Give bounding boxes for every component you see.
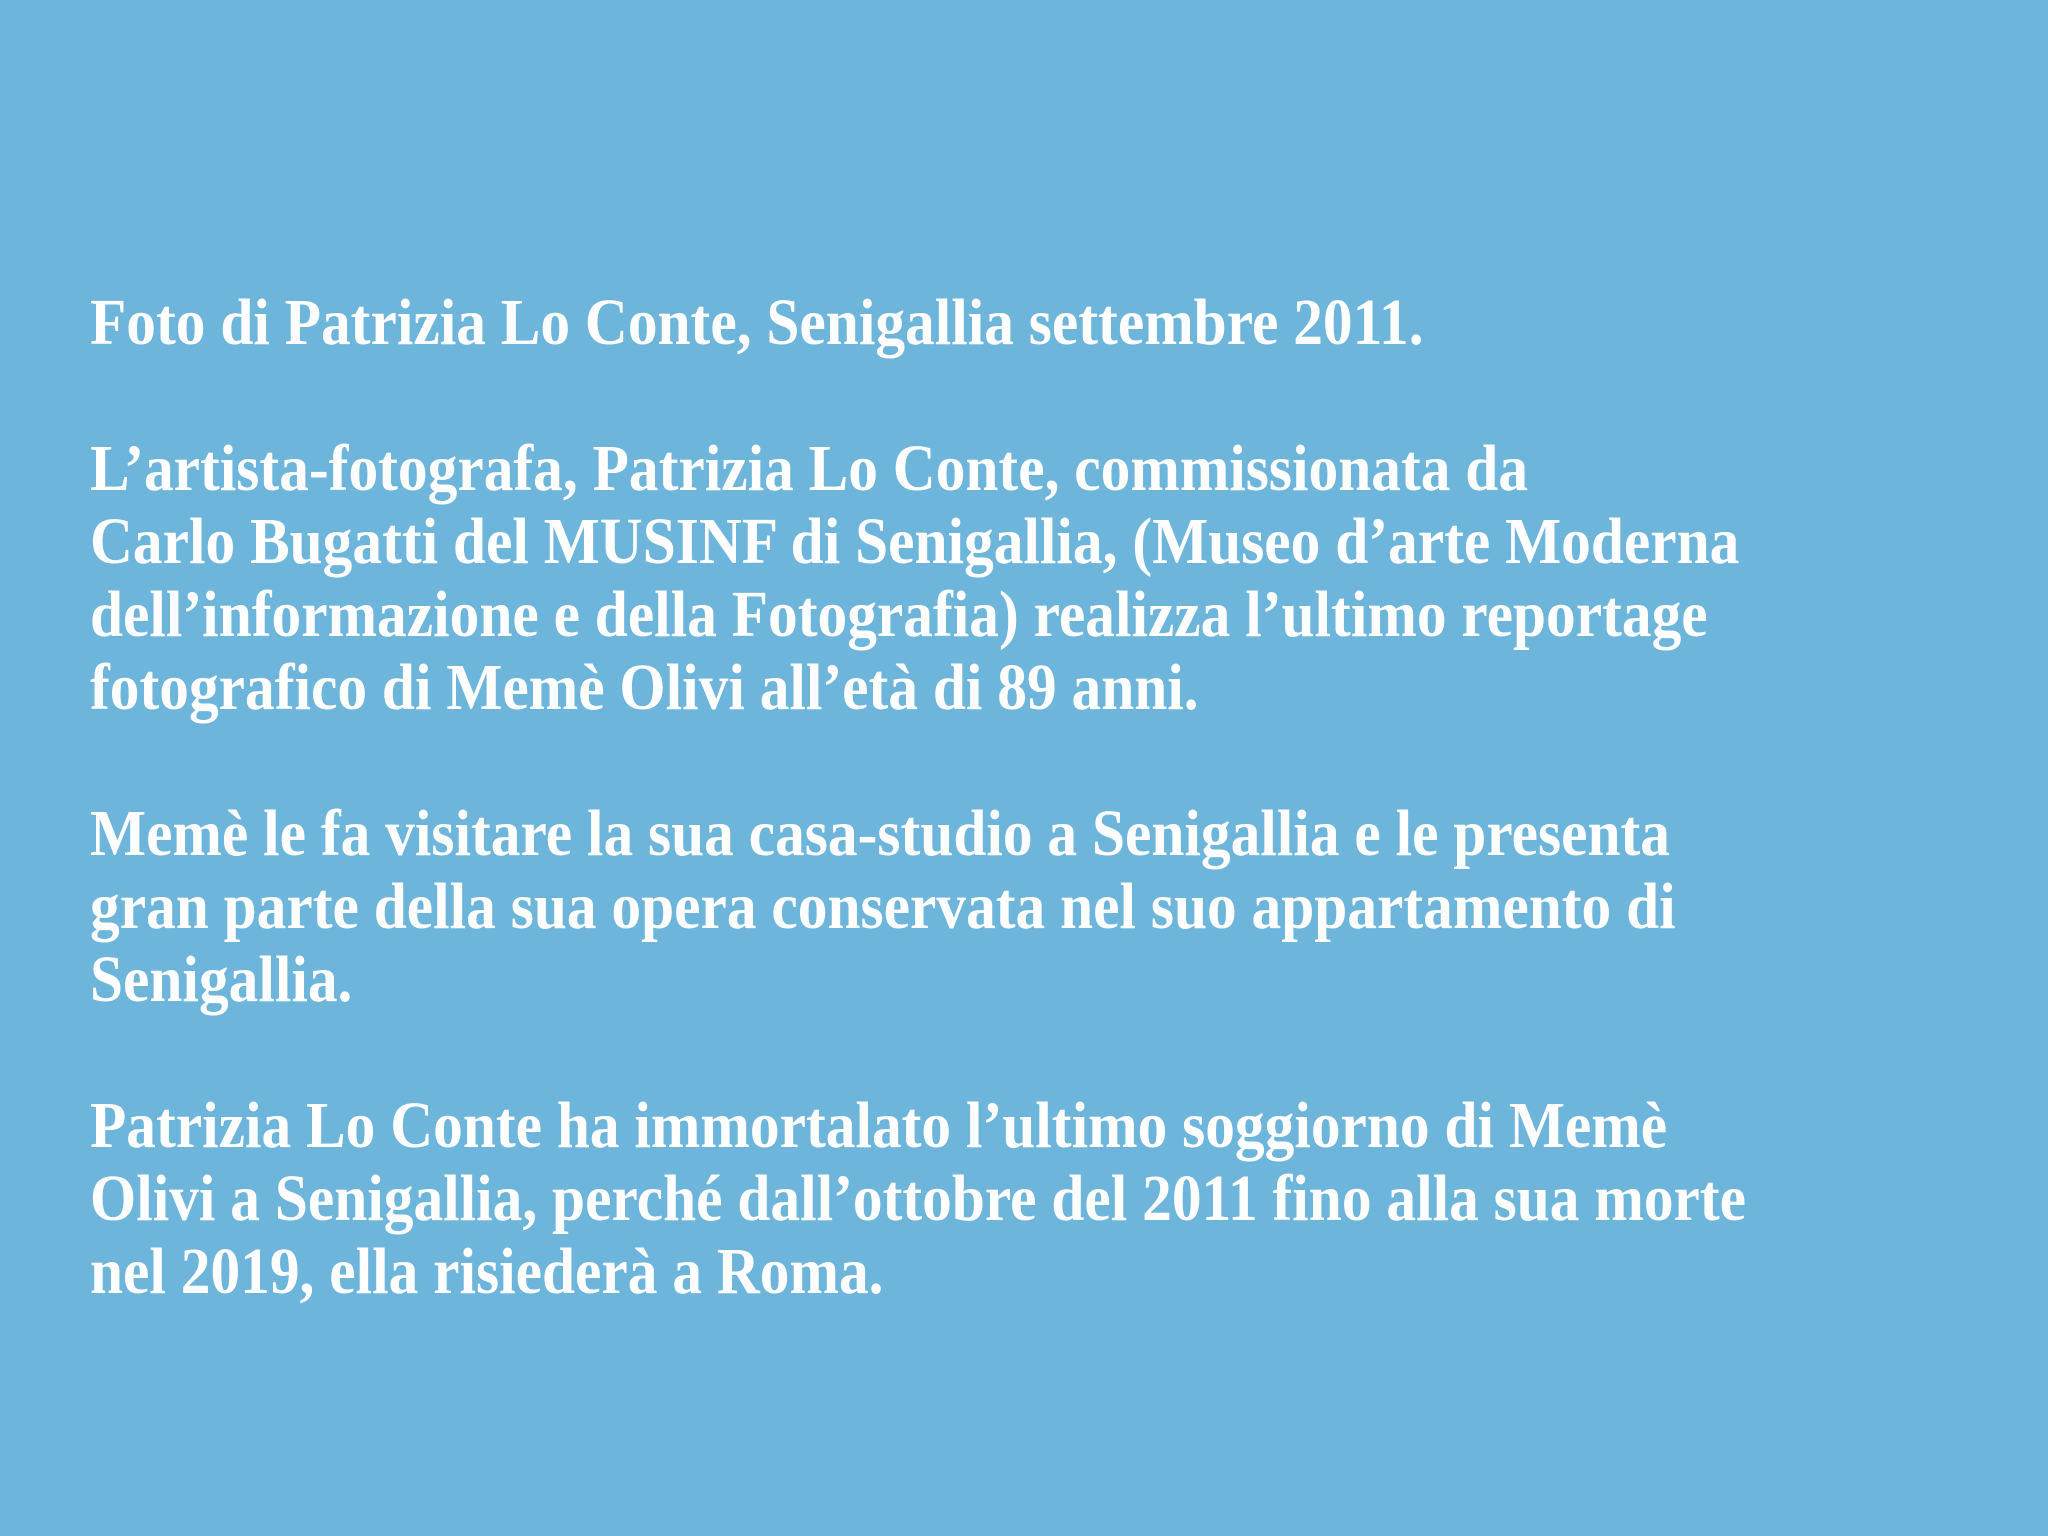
text-line: Patrizia Lo Conte ha immortalato l’ultimo soggiorno di Memè bbox=[90, 1089, 1668, 1162]
text-line: dell’informazione e della Fotografia) realizza l’ultimo reportage bbox=[90, 578, 1708, 651]
paragraph-commission bbox=[90, 432, 1746, 724]
text-line: Foto di Patrizia Lo Conte, Senigallia settembre 2011. bbox=[90, 286, 1424, 359]
text-line: gran parte della sua opera conservata nel suo appartamento di bbox=[90, 870, 1676, 943]
text-line: nel 2019, ella risiederà a Roma. bbox=[90, 1235, 884, 1308]
text-line: fotografico di Memè Olivi all’età di 89 anni. bbox=[90, 651, 1199, 724]
text-line: Olivi a Senigallia, perché dall’ottobre del 2011 fino alla sua morte bbox=[90, 1162, 1747, 1235]
text-line: Memè le fa visitare la sua casa-studio a Senigallia e le presenta bbox=[90, 797, 1670, 870]
caption-text-block bbox=[90, 286, 1746, 1308]
text-line: Senigallia. bbox=[90, 943, 353, 1016]
paragraph-photo-credit bbox=[90, 286, 1746, 359]
paragraph-last-stay bbox=[90, 1089, 1746, 1308]
paragraph-visit bbox=[90, 797, 1746, 1016]
text-line: Carlo Bugatti del MUSINF di Senigallia, (Museo d’arte Moderna bbox=[90, 505, 1740, 578]
text-line: L’artista-fotografa, Patrizia Lo Conte, commissionata da bbox=[90, 432, 1529, 505]
